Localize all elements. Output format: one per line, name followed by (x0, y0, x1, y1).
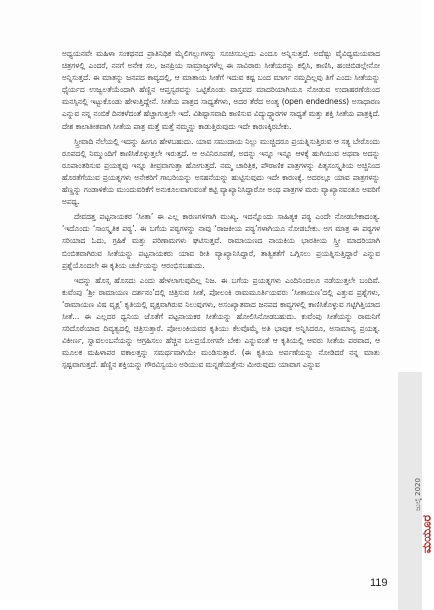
paragraph-2: ಸ್ತ್ರೀವಾದಿ ನೆಲೆಯಲ್ಲಿ ಇದನ್ನು ಹೀಗೂ ಹೇಳಬಹುದು. ಯಾವ ಸಮುದಾಯ ನಿಲ್ಲು ಮುಚ್ಚಿದರೂ ಪ್ರಯತ್ನಿಸುತ್ತಿರುವ ಆ ಸತ್ಯ ಬೇರೊಂದು ರೂಪದಲ್ಲಿ ನಿಮ್ಮುಂದಿಗೆ ಕಾಣಿಸಿಕೊಳ್ಳುತ್ತಲೇ ಇರುತ್ತದೆ. ಆ ಅವಿನಿರೂಪಣೆ, ಅದನ್ನು ಇನ್ನೂ ಇನ್ನೂ ಆಳಕ್ಕೆ ಹುಗಿಯುವ ಅಥವಾ ಅದನ್ನು ರೂಪಾಂತರಿಸುವ ಪ್ರಯತ್ನವು ಇನ್ನೂ ತೀವ್ರವಾಗುತ್ತಾ ಹೋಗುತ್ತದೆ. ನಮ್ಮ ಚಾರಿತ್ರಿಕ, ಪೌರಾಣಿಕ ಪಾತ್ರಗಳನ್ನು ಪಿತೃಸಂಸ್ಕೃತಿಯ ಅಚ್ಚಿನಿಂದ ಹೊರತೆಗೆಯುವ ಪ್ರಯತ್ನಗಳು ಅನೇಕರಿಗೆ ಗಾಬರಿಯನ್ನು ಅಸಹನೆಯನ್ನು ಹುಟ್ಟಿಸುವುದು ಇದೇ ಕಾರಣಕ್ಕೆ. ಅದರಲ್ಲೂ ಯಾವ ಪಾತ್ರಗಳನ್ನು ಹೆಣ್ಣನ್ನು ಗಂಡಾಳಿಕೆಯ ಮುಂದುವರಿಕೆಗೆ ಅನುಕೂಲವಾಗುವಂತೆ ಕಟ್ಟಿ ವ್ಯಾಖ್ಯಾನಿಸಿದ್ದಾರೋ ಅಂಥ ಪಾತ್ರಗಳ ಮರು ವ್ಯಾಖ್ಯಾನವಂತೂ ಅವರಿಗೆ ಅಪಥ್ಯ. (62, 136, 380, 207)
magazine-name: ಮಯೂರ (419, 515, 433, 554)
page-sidebar (388, 0, 433, 600)
page-number: 119 (370, 577, 388, 589)
issue-date: ಜುಲೈ 2020 (414, 478, 422, 511)
paragraph-4: ಇದನ್ನು ಹೊಸ್ಸ ಹೊಸದು ಎಂದು ಹೇಳಲಾಗುವುದಿಲ್ಲ ನಿಜ. ಈ ಬಗೆಯ ಪ್ರಯತ್ನಗಳು ಎಂದಿನಿಂದಲೂ ನಡೆಯುತ್ತಲೇ ಬಂದಿವೆ. ಕುವೆಂಪು ‘ಶ್ರೀ ರಾಮಾಯಣ ದರ್ಶನಂ’ದಲ್ಲಿ ಚಿತ್ರಿಸುವ ಸೀತೆ, ಪೋಲಂಕಿ ರಾಮಮೂರ್ತಿಯವರು ‘ಸೀತಾಯಣ’ದಲ್ಲಿ ಎತ್ತುವ ಪ್ರಶ್ನೆಗಳು, ‘ರಾಮಾಯಣ ವಿಷ ವೃಕ್ಷ’ ಕೃತಿಯಲ್ಲಿ ವೃಕ್ಷವಾಗಿರುವ ನಿಲುವುಗಳು, ಅಸಂಖ್ಯಾತವಾದ ಜನಪದ ಕಾವ್ಯಗಳಲ್ಲಿ ಕಾಣಿಸಿಕೊಳ್ಳುವ ಗಟ್ಟಿಗಿತ್ತಿಯಾದ ಸೀತೆ... ಈ ಎಲ್ಲದರ ಧ್ವನಿಯ ಜೊತೆಗೆ ಪಟ್ಟನಾಯಕರ ಸೀತೆಯನ್ನು ಹೋಲಿಸಿನೋಡಬಹುದು. ಕುವೆಂಪು ಸೀತೆಯನ್ನು ರಾಮನಿಗೆ ಸರಿದೊರೆಯಾದ ದಿವ್ಯತ್ವದಲ್ಲಿ ಚಿತ್ರಿಸುತ್ತಾರೆ. ಪೋಲಂಕಿಯವರ ಕೃತಿಯು ಕೆಲವೊಮ್ಮೆ ಅತಿ ಭಾವುಕ ಅನ್ನಿಸಿದರೂ, ಅಸಾಮಾನ್ಯ ಪ್ರಯತ್ನ. ವಿಕೀರ್ಣ, ಸ್ವಾವಲಂಬನೆಯನ್ನು ಆಗ್ರಹಿಸಲು ಹೆಚ್ಚಿನ ಬಲಪ್ರಯೋಗವೇ ಬೇಕು ಎನ್ನುವಂತೆ ಆ ಕೃತಿಯಲ್ಲಿ ಆವರು ಸೀತೆಯ ಪರವಾದ, ಆ ಮೂಲಕ ಮಹಿಳಾಪರ ವಕಾಲತ್ತನ್ನು ಸಮರ್ಥವಾಗಿಯೇ ಮಂಡಿಸುತ್ತಾರೆ. (ಈ ಕೃತಿಯ ಅರ್ಪಣೆಯನ್ನು ನೋಡಿದರೆ ನನ್ನ ಮಾತು ಸ್ಪಷ್ಟವಾಗುತ್ತದೆ. ಹೆಣ್ಣಿನ ಶಕ್ತಿಯನ್ನು ಗೌರವಿಸ್ವಯಂ ಅರಿಯುವ ಮನ್ನಣೆಯತ್ತೇನು ಮೀರುವುದು ಯಾವಾಗ ಎನ್ನುವ (62, 275, 380, 370)
paragraph-3: ದೇವದತ್ತ ಪಟ್ಟನಾಯಕರ ‘ಸೀತಾ’ ಈ ಎಲ್ಲ ಕಾರಣಗಳಿಗಾಗಿ ಮುಖ್ಯ. ಇದನ್ನೊಂದು ಸಾಹಿತ್ಯಕ ಪಠ್ಯ ಎಂದೇ ನೋಡಬೇಕಾದಂತ್ಯ. ‘ಇದೊಂದು ‘ಸಾಂಸ್ಕೃತಿಕ ಪಠ್ಯ’. ಈ ಬಗೆಯ ಪಠ್ಯಗಳನ್ನು ನಾವು ‘ರಾಜಕೀಯ ಪಠ್ಯ’ಗಳಾಗಿಯೂ ನೋಡಬೇಕು. ಅಗ ಮಾತ್ರ ಈ ಪಠ್ಯಗಳ ಸರಿಯಾದ ಓದು, ಗ್ರಹಿಕೆ ಮತ್ತು ಪರಿಣಾಮಗಳು ಘಟಿಸುತ್ತವೆ. ರಾಮಾಯಣದ ನಾಯಕಿಯ ಭಾರತೀಯ ಸ್ತ್ರೀ ಮಾದರಿಯಾಗಿ ಬಿಂಬಿತವಾಗಿರುವ ಸೀತೆಯನ್ನು ಪಟ್ಟನಾಯಕರು ಯಾವ ರೀತಿ ವ್ಯಾಖ್ಯಾನಿಸಿದ್ದಾರೆ, ತಾತ್ವಿಕತೆಗೆ ಒಗ್ಗಿಸಲು ಪ್ರಯತ್ನಿಸುತ್ತಿದ್ದಾರೆ ಎನ್ನುವ ಪ್ರಶ್ನೆಯೊಂದಲೇ ಈ ಕೃತಿಯ ಚರ್ಚೆಯನ್ನು ಆರಂಭಿಸಬಹುದು. (62, 212, 380, 270)
paragraph-1: ಅಧ್ಯಯನವೇ ಮಹಿಳಾ ಸಂಕಥನದ ಪ್ರಾತಿನಿಧಿಕ ಮೈಲಿಗಲ್ಲುಗಳನ್ನು ಸೂಚಿಸಬಲ್ಲದು ಎಂದೂ ಅನ್ನಿಸುತ್ತದೆ. ಅದೆಷ್ಟು ವೈವಿಧ್ಯಮಯವಾದ ಚಿತ್ರಗಳಲ್ಲಿ ಎಂದರೆ, ನನಗೆ ಅನೇಕ ಸಲ, ಜನಪ್ರಿಯ ಸಾಮ್ರಾಜ್ಯಗಳೆಲ್ಲ ಈ ಸಾವಿರಾರು ಸೀತೆಯರನ್ನು ಕಲ್ಪಿಸಿ, ಕಾಣಿಸಿ, ಹಂಚಿಬಿಡಲ್ಲೇನೋ ಅನ್ನಿಸುತ್ತದೆ. ಈ ಮಾತನ್ನು ಜನಪದ ಕಾವ್ಯದಲ್ಲಿ, ಆ ಮಾತಾಯ ಸೀತೆಗೆ ಇದುವ ಕಷ್ಟ ಬಂದ ಮಾರ್ಗ ನಮ್ಮದಿಲ್ಲವು ತಿಗೆ ಎಂದು ಸೀತೆಯನ್ನು ಧೈರ್ಯದ ಉಜ್ವಲತೆಯೆಂದಾಗಿ ಹೆಣ್ಣಿನ ಆಪ್ತಸ್ವರವನ್ನು ಒಟ್ಟಿಕೊಂಡು ವಾಸ್ತವದ ಮಾದರಿಯಾಗಿಯೂ ನೋಡುವ ಉದಾಹರಣೆಯಿಂದ ಮನಸ್ಸಿನಲ್ಲಿ ಇಟ್ಟುಕೊಂಡು ಹೇಳುತ್ತಿದ್ದೇನೆ. ಸೀತೆಯ ಪಾತ್ರದ ಸಾಧ್ಯತೆಗಳು, ಅದರ ತೆರೆದ ಅಂತ್ಯ (open endedness) ಅಸಾಧಾರಣ ಎನ್ನುವ ನನ್ನ ನಂಬಿಕೆ ದಿನಕಳೆದಂತೆ ಹೆಚ್ಚಾಗುತ್ತಲೇ ಇದೆ. ವಿಶಿಷ್ಟಾಸವಾದಿ ಕಾಣಿಸುವ ವಿದ್ಯುದ್ಧ್ವಾರಗಳ ಸಾಧ್ಯತೆ ಮತ್ತು ಶಕ್ತಿ ಸೀತೆಯ ಪಾತ್ರಕ್ಕಿದೆ. ದೇಶ ಕಾಲಾತೀತವಾಗಿ ಸೀತೆಯ ಪಾತ್ರ ಮತ್ತೆ ಮತ್ತೆ ನಮ್ಮನ್ನು ಕಾಡುತ್ತಿರುವುದು ಇದೇ ಕಾರಣಕ್ಕಿರಬೇಕು. (62, 49, 380, 131)
article-body (62, 48, 380, 374)
